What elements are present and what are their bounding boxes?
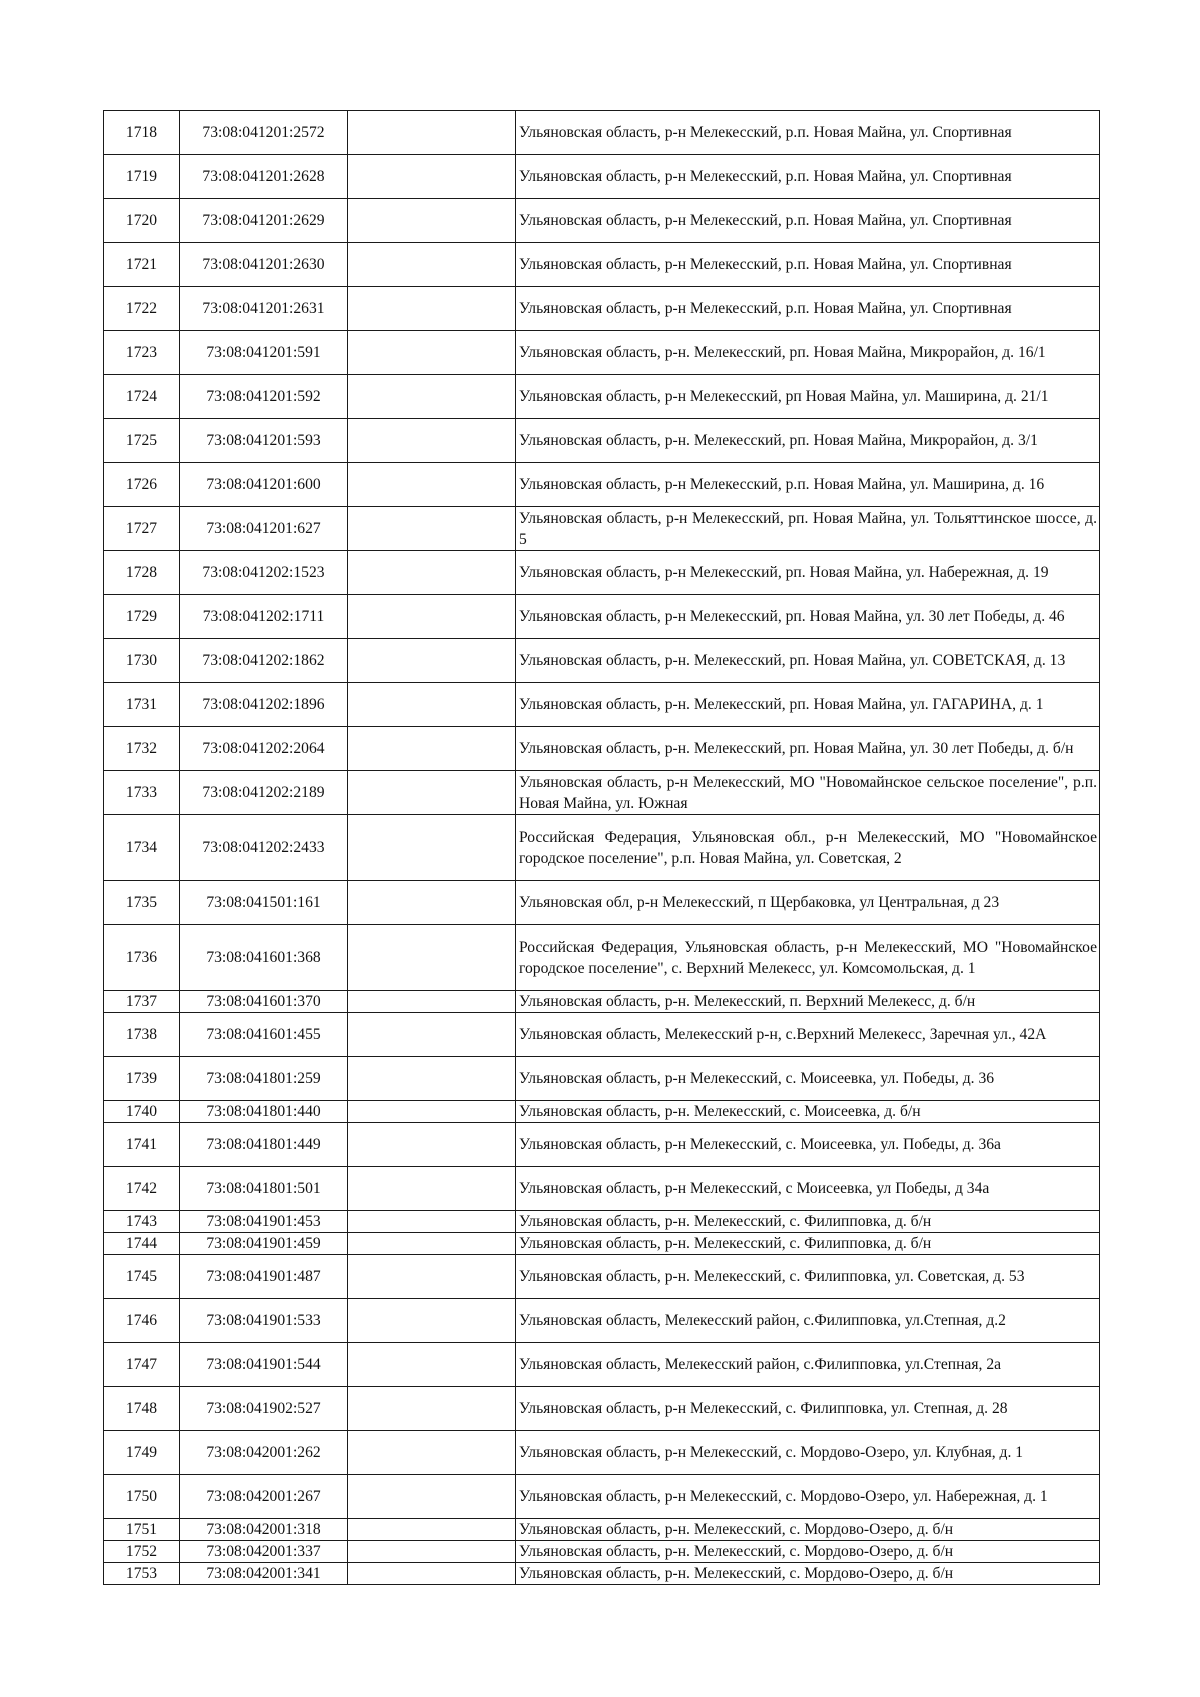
cadastral-number: 73:08:041801:259 <box>180 1057 348 1101</box>
row-number: 1744 <box>104 1233 180 1255</box>
cadastral-number: 73:08:041202:2433 <box>180 815 348 881</box>
cadastral-number: 73:08:041801:501 <box>180 1167 348 1211</box>
table-row <box>104 925 1100 991</box>
cadastral-number: 73:08:041201:593 <box>180 419 348 463</box>
row-number: 1719 <box>104 155 180 199</box>
address: Ульяновская область, р-н. Мелекесский, рп. Новая Майна, Микрорайон, д. 16/1 <box>516 331 1100 375</box>
empty-cell <box>348 155 516 199</box>
row-number: 1752 <box>104 1541 180 1563</box>
row-number: 1748 <box>104 1387 180 1431</box>
cadastral-number: 73:08:041201:2628 <box>180 155 348 199</box>
table-row <box>104 199 1100 243</box>
empty-cell <box>348 287 516 331</box>
address: Ульяновская область, р-н. Мелекесский, с. Филипповка, д. б/н <box>516 1233 1100 1255</box>
table-row <box>104 881 1100 925</box>
address: Ульяновская область, р-н. Мелекесский, с. Мордово-Озеро, д. б/н <box>516 1519 1100 1541</box>
address: Ульяновская область, р-н Мелекесский, р.п. Новая Майна, ул. Спортивная <box>516 111 1100 155</box>
row-number: 1742 <box>104 1167 180 1211</box>
address: Ульяновская область, р-н. Мелекесский, с. Мордово-Озеро, д. б/н <box>516 1563 1100 1585</box>
row-number: 1730 <box>104 639 180 683</box>
row-number: 1736 <box>104 925 180 991</box>
empty-cell <box>348 375 516 419</box>
row-number: 1728 <box>104 551 180 595</box>
row-number: 1750 <box>104 1475 180 1519</box>
empty-cell <box>348 1123 516 1167</box>
table-row <box>104 1541 1100 1563</box>
empty-cell <box>348 881 516 925</box>
row-number: 1746 <box>104 1299 180 1343</box>
empty-cell <box>348 1057 516 1101</box>
table-row <box>104 1123 1100 1167</box>
table-row <box>104 1475 1100 1519</box>
row-number: 1737 <box>104 991 180 1013</box>
cadastral-number: 73:08:041901:459 <box>180 1233 348 1255</box>
row-number: 1740 <box>104 1101 180 1123</box>
row-number: 1741 <box>104 1123 180 1167</box>
cadastral-number: 73:08:041202:1862 <box>180 639 348 683</box>
table-row <box>104 1057 1100 1101</box>
address: Ульяновская область, р-н Мелекесский, р.п. Новая Майна, ул. Спортивная <box>516 287 1100 331</box>
empty-cell <box>348 111 516 155</box>
empty-cell <box>348 1299 516 1343</box>
row-number: 1753 <box>104 1563 180 1585</box>
property-table <box>103 110 1100 1585</box>
address: Ульяновская обл, р-н Мелекесский, п Щербаковка, ул Центральная, д 23 <box>516 881 1100 925</box>
table-row <box>104 1101 1100 1123</box>
cadastral-number: 73:08:041902:527 <box>180 1387 348 1431</box>
row-number: 1749 <box>104 1431 180 1475</box>
cadastral-number: 73:08:041202:2064 <box>180 727 348 771</box>
cadastral-number: 73:08:041201:600 <box>180 463 348 507</box>
table-row <box>104 155 1100 199</box>
cadastral-number: 73:08:041901:453 <box>180 1211 348 1233</box>
table-row <box>104 287 1100 331</box>
address: Ульяновская область, р-н Мелекесский, с. Моисеевка, ул. Победы, д. 36а <box>516 1123 1100 1167</box>
cadastral-number: 73:08:041201:591 <box>180 331 348 375</box>
address: Ульяновская область, р-н Мелекесский, с Моисеевка, ул Победы, д 34а <box>516 1167 1100 1211</box>
address: Ульяновская область, р-н. Мелекесский, с. Филипповка, д. б/н <box>516 1211 1100 1233</box>
cadastral-number: 73:08:041201:2572 <box>180 111 348 155</box>
empty-cell <box>348 727 516 771</box>
cadastral-number: 73:08:042001:262 <box>180 1431 348 1475</box>
empty-cell <box>348 199 516 243</box>
address: Ульяновская область, р-н. Мелекесский, с. Филипповка, ул. Советская, д. 53 <box>516 1255 1100 1299</box>
cadastral-number: 73:08:041202:1523 <box>180 551 348 595</box>
cadastral-number: 73:08:041501:161 <box>180 881 348 925</box>
cadastral-number: 73:08:041901:487 <box>180 1255 348 1299</box>
empty-cell <box>348 1563 516 1585</box>
address: Ульяновская область, р-н Мелекесский, р.п. Новая Майна, ул. Спортивная <box>516 199 1100 243</box>
table-row <box>104 1431 1100 1475</box>
table-row <box>104 331 1100 375</box>
address: Ульяновская область, р-н. Мелекесский, с. Моисеевка, д. б/н <box>516 1101 1100 1123</box>
row-number: 1722 <box>104 287 180 331</box>
cadastral-number: 73:08:041202:1896 <box>180 683 348 727</box>
table-row <box>104 1211 1100 1233</box>
address: Ульяновская область, Мелекесский район, с.Филипповка, ул.Степная, 2а <box>516 1343 1100 1387</box>
empty-cell <box>348 1211 516 1233</box>
empty-cell <box>348 243 516 287</box>
cadastral-number: 73:08:041601:455 <box>180 1013 348 1057</box>
empty-cell <box>348 1541 516 1563</box>
row-number: 1727 <box>104 507 180 551</box>
row-number: 1718 <box>104 111 180 155</box>
address: Ульяновская область, р-н Мелекесский, с. Моисеевка, ул. Победы, д. 36 <box>516 1057 1100 1101</box>
address: Ульяновская область, р-н Мелекесский, р.п. Новая Майна, ул. Маширина, д. 16 <box>516 463 1100 507</box>
cadastral-number: 73:08:042001:267 <box>180 1475 348 1519</box>
row-number: 1743 <box>104 1211 180 1233</box>
table-row <box>104 1013 1100 1057</box>
table-row <box>104 595 1100 639</box>
empty-cell <box>348 1233 516 1255</box>
address: Ульяновская область, р-н Мелекесский, рп. Новая Майна, ул. 30 лет Победы, д. 46 <box>516 595 1100 639</box>
cadastral-number: 73:08:041201:627 <box>180 507 348 551</box>
address: Ульяновская область, р-н Мелекесский, рп Новая Майна, ул. Маширина, д. 21/1 <box>516 375 1100 419</box>
cadastral-number: 73:08:042001:341 <box>180 1563 348 1585</box>
cadastral-number: 73:08:041901:533 <box>180 1299 348 1343</box>
property-table-body <box>104 111 1100 1585</box>
address: Ульяновская область, р-н Мелекесский, рп. Новая Майна, ул. Тольяттинское шоссе, д. 5 <box>516 507 1100 551</box>
table-row <box>104 1233 1100 1255</box>
cadastral-number: 73:08:041801:449 <box>180 1123 348 1167</box>
cadastral-number: 73:08:042001:318 <box>180 1519 348 1541</box>
empty-cell <box>348 419 516 463</box>
address: Ульяновская область, р-н. Мелекесский, рп. Новая Майна, ул. 30 лет Победы, д. б/н <box>516 727 1100 771</box>
empty-cell <box>348 1255 516 1299</box>
empty-cell <box>348 1101 516 1123</box>
row-number: 1739 <box>104 1057 180 1101</box>
cadastral-number: 73:08:041201:592 <box>180 375 348 419</box>
table-row <box>104 771 1100 815</box>
empty-cell <box>348 1387 516 1431</box>
address: Ульяновская область, р-н. Мелекесский, рп. Новая Майна, ул. ГАГАРИНА, д. 1 <box>516 683 1100 727</box>
row-number: 1720 <box>104 199 180 243</box>
cadastral-number: 73:08:041202:2189 <box>180 771 348 815</box>
empty-cell <box>348 551 516 595</box>
table-row <box>104 683 1100 727</box>
table-row <box>104 1167 1100 1211</box>
table-row <box>104 507 1100 551</box>
row-number: 1724 <box>104 375 180 419</box>
table-row <box>104 1299 1100 1343</box>
row-number: 1734 <box>104 815 180 881</box>
address: Ульяновская область, Мелекесский район, с.Филипповка, ул.Степная, д.2 <box>516 1299 1100 1343</box>
empty-cell <box>348 815 516 881</box>
address: Ульяновская область, р-н Мелекесский, с. Мордово-Озеро, ул. Клубная, д. 1 <box>516 1431 1100 1475</box>
address: Ульяновская область, р-н Мелекесский, с. Мордово-Озеро, ул. Набережная, д. 1 <box>516 1475 1100 1519</box>
row-number: 1726 <box>104 463 180 507</box>
empty-cell <box>348 507 516 551</box>
empty-cell <box>348 1167 516 1211</box>
empty-cell <box>348 683 516 727</box>
row-number: 1733 <box>104 771 180 815</box>
table-row <box>104 463 1100 507</box>
row-number: 1729 <box>104 595 180 639</box>
empty-cell <box>348 1475 516 1519</box>
empty-cell <box>348 1431 516 1475</box>
empty-cell <box>348 1519 516 1541</box>
row-number: 1745 <box>104 1255 180 1299</box>
address: Ульяновская область, р-н. Мелекесский, рп. Новая Майна, ул. СОВЕТСКАЯ, д. 13 <box>516 639 1100 683</box>
table-row <box>104 1343 1100 1387</box>
empty-cell <box>348 1343 516 1387</box>
address: Российская Федерация, Ульяновская обл., р-н Мелекесский, МО "Новомайнское городское поселение", р.п. Новая Майна, ул. Советская, 2 <box>516 815 1100 881</box>
table-row <box>104 551 1100 595</box>
cadastral-number: 73:08:041601:370 <box>180 991 348 1013</box>
address: Ульяновская область, Мелекесский р-н, с.Верхний Мелекесс, Заречная ул., 42А <box>516 1013 1100 1057</box>
table-row <box>104 243 1100 287</box>
empty-cell <box>348 771 516 815</box>
address: Ульяновская область, р-н Мелекесский, р.п. Новая Майна, ул. Спортивная <box>516 243 1100 287</box>
cadastral-number: 73:08:042001:337 <box>180 1541 348 1563</box>
cadastral-number: 73:08:041201:2629 <box>180 199 348 243</box>
address: Ульяновская область, р-н. Мелекесский, рп. Новая Майна, Микрорайон, д. 3/1 <box>516 419 1100 463</box>
address: Ульяновская область, р-н Мелекесский, рп. Новая Майна, ул. Набережная, д. 19 <box>516 551 1100 595</box>
row-number: 1723 <box>104 331 180 375</box>
address: Ульяновская область, р-н. Мелекесский, п. Верхний Мелекесс, д. б/н <box>516 991 1100 1013</box>
empty-cell <box>348 1013 516 1057</box>
address: Ульяновская область, р-н Мелекесский, МО "Новомайнское сельское поселение", р.п. Новая Майна, ул. Южная <box>516 771 1100 815</box>
table-row <box>104 991 1100 1013</box>
empty-cell <box>348 463 516 507</box>
address: Ульяновская область, р-н. Мелекесский, с. Мордово-Озеро, д. б/н <box>516 1541 1100 1563</box>
table-row <box>104 1519 1100 1541</box>
row-number: 1721 <box>104 243 180 287</box>
empty-cell <box>348 991 516 1013</box>
table-row <box>104 815 1100 881</box>
row-number: 1732 <box>104 727 180 771</box>
table-row <box>104 727 1100 771</box>
row-number: 1735 <box>104 881 180 925</box>
empty-cell <box>348 595 516 639</box>
empty-cell <box>348 331 516 375</box>
row-number: 1738 <box>104 1013 180 1057</box>
row-number: 1725 <box>104 419 180 463</box>
cadastral-number: 73:08:041601:368 <box>180 925 348 991</box>
row-number: 1731 <box>104 683 180 727</box>
table-row <box>104 1255 1100 1299</box>
address: Ульяновская область, р-н Мелекесский, р.п. Новая Майна, ул. Спортивная <box>516 155 1100 199</box>
cadastral-number: 73:08:041901:544 <box>180 1343 348 1387</box>
table-row <box>104 1387 1100 1431</box>
address: Ульяновская область, р-н Мелекесский, с. Филипповка, ул. Степная, д. 28 <box>516 1387 1100 1431</box>
table-row <box>104 375 1100 419</box>
table-row <box>104 1563 1100 1585</box>
cadastral-number: 73:08:041201:2630 <box>180 243 348 287</box>
row-number: 1751 <box>104 1519 180 1541</box>
cadastral-number: 73:08:041202:1711 <box>180 595 348 639</box>
cadastral-number: 73:08:041801:440 <box>180 1101 348 1123</box>
table-row <box>104 111 1100 155</box>
address: Российская Федерация, Ульяновская область, р-н Мелекесский, МО "Новомайнское городское поселение", с. Верхний Мелекесс, ул. Комсомольская, д. 1 <box>516 925 1100 991</box>
cadastral-number: 73:08:041201:2631 <box>180 287 348 331</box>
table-row <box>104 419 1100 463</box>
empty-cell <box>348 925 516 991</box>
table-row <box>104 639 1100 683</box>
empty-cell <box>348 639 516 683</box>
row-number: 1747 <box>104 1343 180 1387</box>
